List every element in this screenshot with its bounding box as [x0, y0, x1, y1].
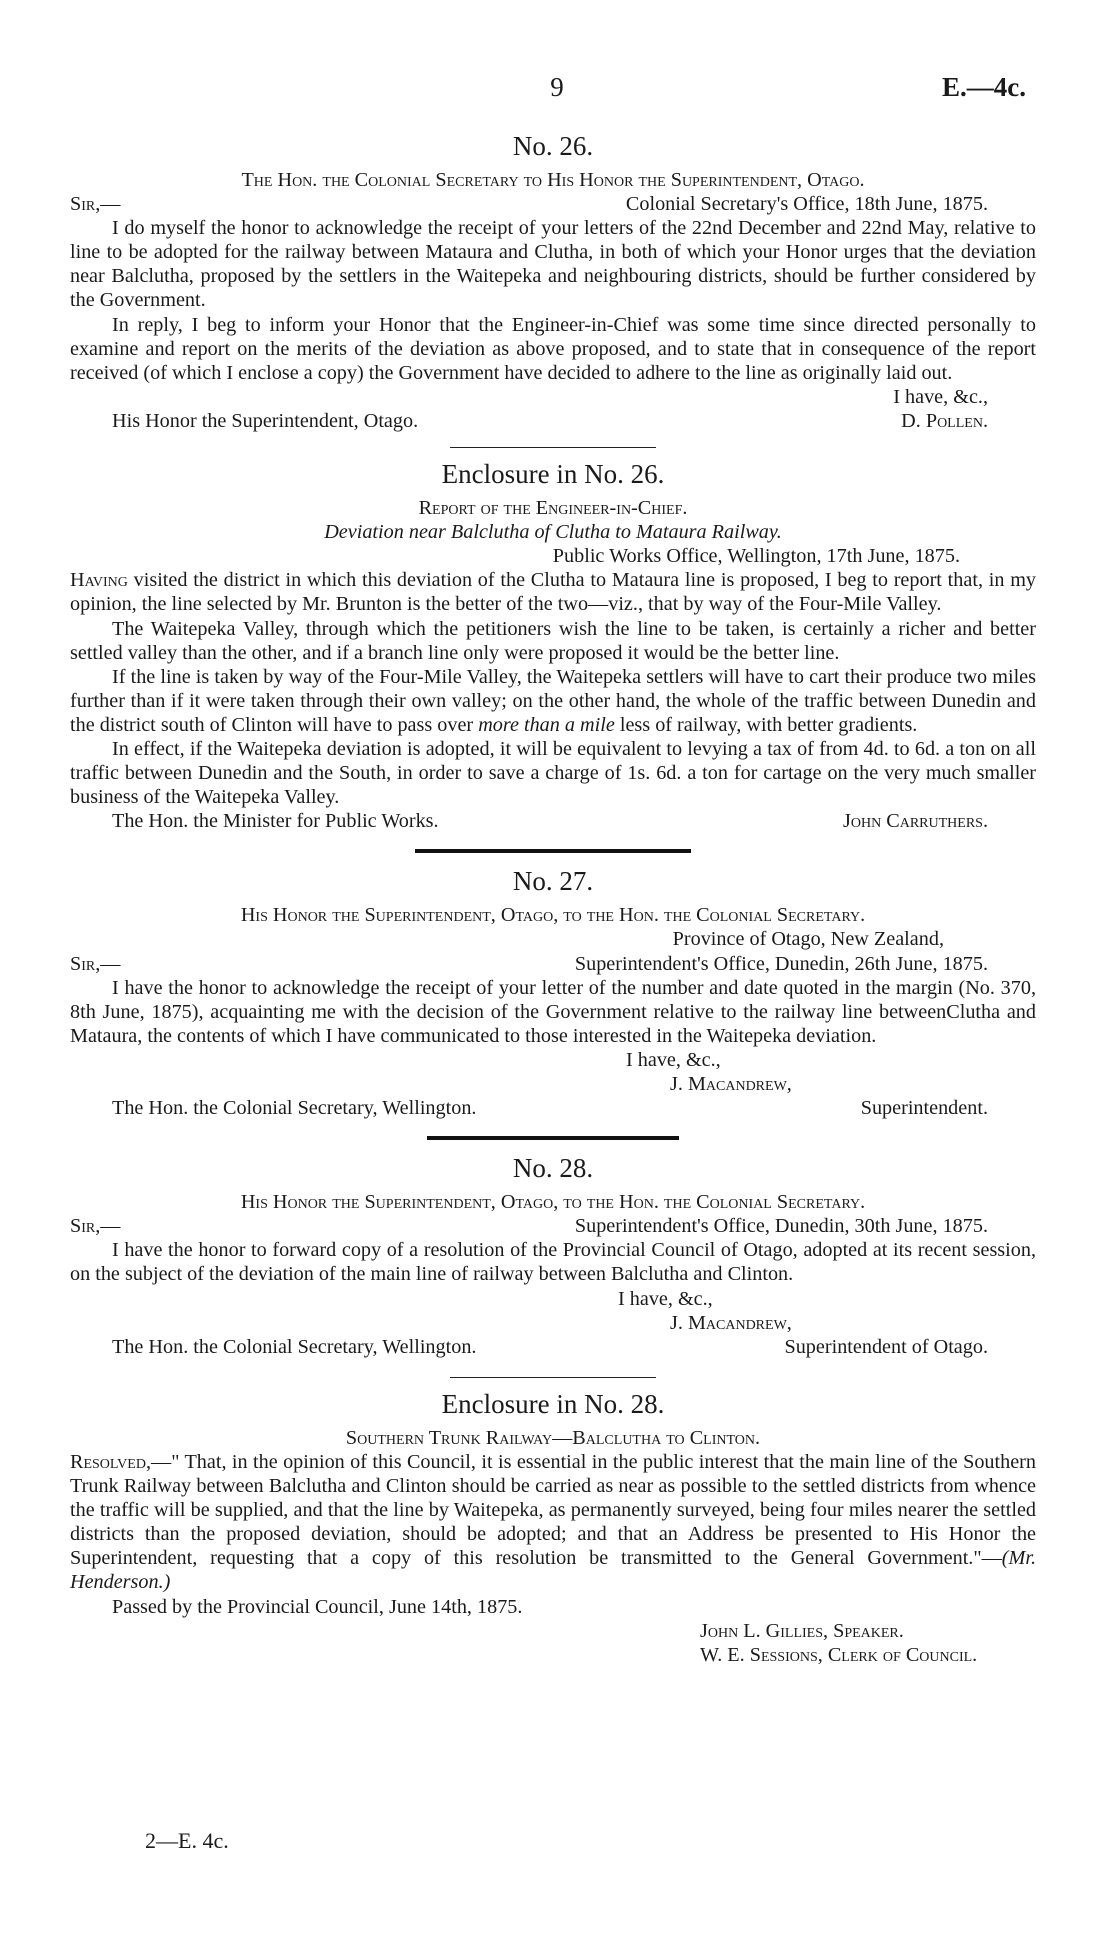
page-number: 9	[550, 72, 564, 102]
letter-28-from-to: His Honor the Superintendent, Otago, to the Hon. the Colonial Secretary.	[240, 1191, 866, 1214]
enclosure-26-paragraph-4: In effect, if the Waitepeka deviation is adopted, it will be equivalent to levying a tax of from 4d. to 6d. a ton on all traffic between Dunedin and the South, in order to save a charge of 1s. 6d. a ton for cartage on the very much smaller business of the Waitepeka Valley.	[70, 737, 1036, 809]
letter-26-addressee: His Honor the Superintendent, Otago.	[112, 409, 419, 432]
divider-thick-2	[427, 1136, 679, 1140]
divider-2	[450, 1377, 656, 1378]
enclosure-26-addressee: The Hon. the Minister for Public Works.	[112, 810, 439, 833]
letter-27-salutation: Sir,—	[70, 952, 121, 975]
enclosure-26-title: Enclosure in No. 26.	[441, 459, 665, 490]
letter-26-office: Colonial Secretary's Office, 18th June, 1875.	[625, 193, 988, 216]
letter-28-salutation: Sir,—	[70, 1215, 121, 1238]
letter-26-salutation-row	[70, 192, 1036, 216]
letter-26-title: No. 26.	[512, 131, 594, 161]
letter-26-signer: D. Pollen.	[901, 409, 988, 432]
letter-26-signature-row	[70, 409, 1036, 433]
enclosure-28-title: Enclosure in No. 28.	[441, 1388, 665, 1419]
letter-27-signer: J. Macandrew,	[670, 1073, 792, 1095]
letter-27-office: Superintendent's Office, Dunedin, 26th June, 1875.	[574, 952, 988, 975]
document-body	[70, 126, 1036, 1667]
enclosure-26	[70, 458, 1036, 833]
enclosure-26-office: Public Works Office, Wellington, 17th June, 1875.	[552, 545, 960, 568]
letter-27-paragraph-1: I have the honor to acknowledge the receipt of your letter of the number and date quoted in the margin (No. 370, 8th June, 1875), acquainting me with the decision of the Government relative to the railway line betweenClutha and Mataura, the contents of which I have communicated to those interested in the Waitepeka deviation.	[70, 976, 1036, 1047]
letter-28-office: Superintendent's Office, Dunedin, 30th June, 1875.	[574, 1215, 988, 1238]
divider-thick	[415, 849, 691, 853]
enclosure-28-passed: Passed by the Provincial Council, June 14th, 1875.	[112, 1595, 523, 1618]
sheet-signature: 2—E. 4c.	[145, 1828, 229, 1853]
enclosure-26-italic-subtitle: Deviation near Balclutha of Clutha to Mataura Railway.	[324, 521, 782, 544]
enclosure-26-signature-row	[70, 809, 1036, 833]
letter-26-from-to: The Hon. the Colonial Secretary to His Honor the Superintendent, Otago.	[241, 169, 865, 191]
enclosure-26-paragraph-3	[70, 665, 1036, 737]
enclosure-26-lead-word: Having	[70, 569, 128, 592]
letter-28-signer: J. Macandrew,	[670, 1311, 792, 1334]
enclosure-26-subtitle: Report of the Engineer-in-Chief.	[418, 497, 688, 520]
letter-28-signer-title: Superintendent of Otago.	[784, 1335, 988, 1358]
letter-27-signer-title: Superintendent.	[860, 1097, 988, 1120]
enclosure-26-paragraph-1	[70, 568, 1036, 616]
letter-27-addressee: The Hon. the Colonial Secretary, Wellington.	[112, 1097, 477, 1120]
letter-26-closing: I have, &c.,	[893, 385, 988, 408]
enclosure-28-signer-2: W. E. Sessions, Clerk of Council.	[700, 1643, 978, 1666]
letter-27-salutation-row	[70, 952, 1036, 976]
letter-27-title: No. 27.	[512, 866, 594, 897]
letter-27-province: Province of Otago, New Zealand,	[672, 928, 944, 951]
letter-28-salutation-row	[70, 1214, 1036, 1238]
letter-28-paragraph-1: I have the honor to forward copy of a resolution of the Provincial Council of Otago, adopted at its recent session, on the subject of the deviation of the main line of railway between Balclutha and Clinton.	[70, 1239, 1036, 1286]
letter-27-closing: I have, &c.,	[626, 1048, 721, 1071]
letter-28	[70, 1152, 1036, 1359]
divider	[450, 447, 656, 448]
letter-28-addressee: The Hon. the Colonial Secretary, Wellington.	[112, 1335, 477, 1358]
enclosure-28-mover: (Mr. Henderson.)	[70, 1547, 1036, 1594]
enclosure-28-subtitle: Southern Trunk Railway—Balclutha to Clinton.	[345, 1426, 761, 1449]
letter-27	[70, 865, 1036, 1120]
letter-26-salutation: Sir,—	[70, 193, 121, 216]
enclosure-28-signer-1: John L. Gillies, Speaker.	[700, 1619, 904, 1642]
letter-26-paragraph-1: I do myself the honor to acknowledge the receipt of your letters of the 22nd December and 22nd May, relative to line to be adopted for the railway between Mataura and Clutha, in both of which your Honor urges that the deviation near Balclutha, proposed by the settlers in the Waitepeka and neighbouring districts, should be further considered by the Government.	[70, 217, 1036, 312]
enclosure-28-resolution	[70, 1450, 1036, 1595]
series-code: E.—4c.	[942, 72, 1026, 102]
letter-28-closing: I have, &c.,	[618, 1287, 713, 1310]
enclosure-26-paragraph-1-text: visited the district in which this deviation of the Clutha to Mataura line is proposed, I beg to report that, in my opinion, the line selected by Mr. Brunton is the better of the two—viz., that by way of the Four-Mile Valley.	[70, 569, 1036, 616]
enclosure-26-paragraph-2: The Waitepeka Valley, through which the petitioners wish the line to be taken, is certainly a richer and better settled valley than the other, and if a branch line only were proposed it would be the better line.	[70, 617, 1036, 664]
enclosure-26-signer: John Carruthers.	[843, 810, 988, 833]
letter-26-paragraph-2: In reply, I beg to inform your Honor that the Engineer-in-Chief was some time since directed personally to examine and report on the merits of the deviation as above proposed, and to state that in consequence of the report received (of which I enclose a copy) the Government have decided to adhere to the line as originally laid out.	[70, 313, 1036, 384]
page-header	[70, 72, 1044, 112]
letter-27-signature-row	[70, 1096, 1036, 1120]
letter-28-title: No. 28.	[512, 1153, 594, 1184]
letter-28-signature-row	[70, 1335, 1036, 1359]
enclosure-28-resolved-lead: Resolved,	[70, 1450, 151, 1473]
enclosure-28-resolution-text: —" That, in the opinion of this Council, it is essential in the public interest that the main line of the Southern Trunk Railway between Balclutha and Clinton should be carried as near as possible to the settled districts from whence the traffic will be supplied, and that the line by Waitepeka, as permanently surveyed, being four miles nearer the settled districts than the proposed deviation, should be adopted; and that an Address be presented to His Honor the Superintendent, requesting that a copy of this resolution be transmitted to the General Government."—	[70, 1450, 1036, 1570]
enclosure-26-paragraph-3-emphasis: more than a mile	[478, 713, 615, 736]
enclosure-28	[70, 1388, 1036, 1667]
enclosure-26-paragraph-3-b: less of railway, with better gradients.	[614, 713, 918, 736]
letter-27-from-to: His Honor the Superintendent, Otago, to the Hon. the Colonial Secretary.	[240, 904, 866, 927]
letter-26	[70, 130, 1036, 433]
enclosure-26-paragraph-3-a: If the line is taken by way of the Four-Mile Valley, the Waitepeka settlers will have to cart their produce two miles further than if it were taken through their own valley; on the other hand, the whole of the traffic between Dunedin and the district south of Clinton will have to pass over	[70, 665, 1036, 736]
